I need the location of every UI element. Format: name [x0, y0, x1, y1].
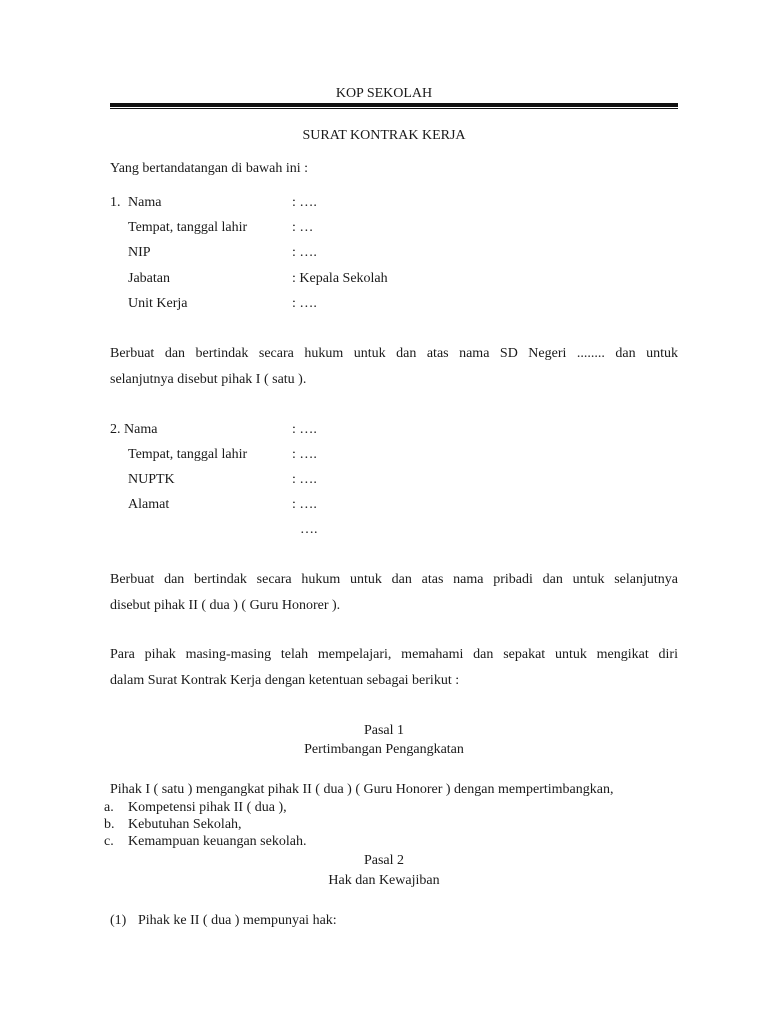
party2-statement [110, 567, 678, 619]
pasal2-subtitle: Hak dan Kewajiban [328, 873, 440, 888]
pasal1-body: Pihak I ( satu ) mengangkat pihak II ( dua ) ( Guru Honorer ) dengan mempertimbangkan, [110, 782, 614, 797]
party1-label-unit: Unit Kerja [128, 296, 188, 311]
party2-value-ttl: : …. [292, 447, 317, 462]
party1-value-unit: : …. [292, 296, 317, 311]
agreement-paragraph [110, 642, 678, 694]
party1-label-nama: Nama [128, 195, 162, 210]
party2-statement-line: disebut pihak II ( dua ) ( Guru Honorer ). [110, 598, 341, 613]
pasal1-subtitle: Pertimbangan Pengangkatan [304, 742, 464, 757]
pasal1-item-text: Kebutuhan Sekolah, [128, 817, 242, 832]
pasal1-item-mark: a. [104, 800, 114, 815]
party1-label-ttl: Tempat, tanggal lahir [128, 220, 248, 235]
letterhead-label: KOP SEKOLAH [335, 86, 433, 101]
document-title: SURAT KONTRAK KERJA [302, 128, 466, 143]
party2-label-nuptk: NUPTK [128, 472, 175, 487]
pasal1-item-text: Kompetensi pihak II ( dua ), [128, 800, 287, 815]
party2-address-continuation: …. [300, 522, 318, 537]
party2-value-nuptk: : …. [292, 472, 317, 487]
party1-number: 1. [110, 195, 121, 210]
party1-label-jabatan: Jabatan [128, 271, 170, 286]
agreement-line: dalam Surat Kontrak Kerja dengan ketentuan sebagai berikut : [110, 673, 460, 688]
party1-label-nip: NIP [128, 245, 151, 260]
pasal2-item-text: Pihak ke II ( dua ) mempunyai hak: [138, 913, 337, 928]
party1-statement-line: Berbuat dan bertindak secara hukum untuk dan atas nama SD Negeri ........ dan untuk [110, 346, 678, 361]
party2-statement-line: Berbuat dan bertindak secara hukum untuk dan atas nama pribadi dan untuk selanjutnya [110, 572, 678, 587]
pasal1-item-mark: b. [104, 817, 115, 832]
party2-value-nama: : …. [292, 422, 317, 437]
letterhead-rule-thin [110, 108, 678, 109]
pasal1-item-text: Kemampuan keuangan sekolah. [128, 834, 307, 849]
party2-label-alamat: Alamat [128, 497, 170, 512]
party2-value-alamat: : …. [292, 497, 317, 512]
party1-statement [110, 341, 678, 393]
intro-text: Yang bertandatangan di bawah ini : [110, 161, 309, 176]
party1-value-jabatan: : Kepala Sekolah [292, 271, 388, 286]
pasal1-item-mark: c. [104, 834, 114, 849]
party2-number-nama: 2. Nama [110, 422, 158, 437]
letterhead-rule-thick [110, 103, 678, 107]
pasal1-title: Pasal 1 [363, 723, 405, 738]
party1-value-ttl: : … [292, 220, 314, 235]
party1-statement-line: selanjutnya disebut pihak I ( satu ). [110, 372, 307, 387]
party2-label-ttl: Tempat, tanggal lahir [128, 447, 248, 462]
pasal2-title: Pasal 2 [363, 853, 405, 868]
agreement-line: Para pihak masing-masing telah mempelajari, memahami dan sepakat untuk mengikat diri [110, 647, 678, 662]
pasal2-item-mark: (1) [110, 913, 127, 928]
party1-value-nama: : …. [292, 195, 317, 210]
party1-value-nip: : …. [292, 245, 317, 260]
